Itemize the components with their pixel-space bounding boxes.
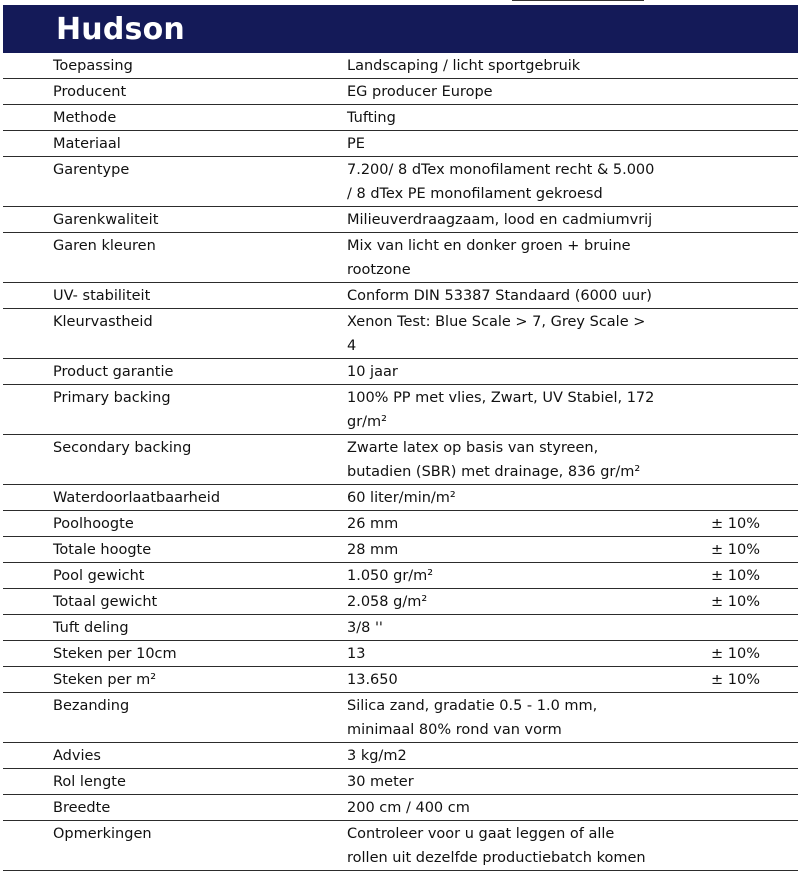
spec-tolerance: ± 10% — [658, 563, 798, 589]
spec-label: Bezanding — [3, 693, 293, 743]
table-row — [3, 105, 798, 131]
spec-tolerance — [658, 131, 798, 157]
table-row — [3, 743, 798, 769]
table-row — [3, 795, 798, 821]
spec-value: 28 mm — [293, 537, 658, 563]
spec-label: Totaal gewicht — [3, 589, 293, 615]
spec-tolerance — [658, 105, 798, 131]
spec-tolerance — [658, 283, 798, 309]
spec-value: PE — [293, 131, 658, 157]
spec-value: Silica zand, gradatie 0.5 - 1.0 mm, minimaal 80% rond van vorm — [293, 693, 658, 743]
spec-value: EG producer Europe — [293, 79, 658, 105]
spec-label: Garentype — [3, 157, 293, 207]
spec-label: Garen kleuren — [3, 233, 293, 283]
spec-tolerance — [658, 385, 798, 435]
spec-value: Conform DIN 53387 Standaard (6000 uur) — [293, 283, 658, 309]
spec-value: 100% PP met vlies, Zwart, UV Stabiel, 172 gr/m² — [293, 385, 658, 435]
spec-label: Kleurvastheid — [3, 309, 293, 359]
spec-tolerance — [658, 309, 798, 359]
spec-value: Zwarte latex op basis van styreen, butadien (SBR) met drainage, 836 gr/m² — [293, 435, 658, 485]
spec-tolerance — [658, 821, 798, 871]
spec-label: Pool gewicht — [3, 563, 293, 589]
spec-tolerance — [658, 207, 798, 233]
spec-tolerance — [658, 157, 798, 207]
table-row — [3, 563, 798, 589]
table-row — [3, 641, 798, 667]
spec-label: Steken per 10cm — [3, 641, 293, 667]
table-row — [3, 435, 798, 485]
spec-tolerance — [658, 615, 798, 641]
spec-value: 60 liter/min/m² — [293, 485, 658, 511]
table-row — [3, 589, 798, 615]
spec-value: Tufting — [293, 105, 658, 131]
table-row — [3, 359, 798, 385]
spec-tolerance — [658, 795, 798, 821]
table-row — [3, 537, 798, 563]
table-row — [3, 485, 798, 511]
spec-tolerance: ± 10% — [658, 589, 798, 615]
spec-label: UV- stabiliteit — [3, 283, 293, 309]
spec-value: 2.058 g/m² — [293, 589, 658, 615]
spec-label: Breedte — [3, 795, 293, 821]
spec-label: Steken per m² — [3, 667, 293, 693]
spec-tolerance — [658, 693, 798, 743]
table-row — [3, 385, 798, 435]
table-row — [3, 821, 798, 871]
spec-label: Advies — [3, 743, 293, 769]
table-row — [3, 693, 798, 743]
spec-value: 26 mm — [293, 511, 658, 537]
spec-tolerance — [658, 53, 798, 79]
spec-value: Xenon Test: Blue Scale > 7, Grey Scale > 4 — [293, 309, 658, 359]
spec-tolerance: ± 10% — [658, 537, 798, 563]
spec-label: Toepassing — [3, 53, 293, 79]
spec-tolerance — [658, 435, 798, 485]
spec-value: 13.650 — [293, 667, 658, 693]
spec-tolerance — [658, 79, 798, 105]
spec-label: Opmerkingen — [3, 821, 293, 871]
spec-value: 1.050 gr/m² — [293, 563, 658, 589]
spec-tolerance: ± 10% — [658, 667, 798, 693]
spec-label: Product garantie — [3, 359, 293, 385]
spec-value: 10 jaar — [293, 359, 658, 385]
spec-value: 200 cm / 400 cm — [293, 795, 658, 821]
spec-tolerance — [658, 485, 798, 511]
spec-value: 7.200/ 8 dTex monofilament recht & 5.000 / 8 dTex PE monofilament gekroesd — [293, 157, 658, 207]
spec-label: Primary backing — [3, 385, 293, 435]
spec-value: 3 kg/m2 — [293, 743, 658, 769]
spec-tolerance — [658, 359, 798, 385]
title-banner — [3, 5, 798, 53]
spec-label: Totale hoogte — [3, 537, 293, 563]
spec-label: Waterdoorlaatbaarheid — [3, 485, 293, 511]
spec-value: Landscaping / licht sportgebruik — [293, 53, 658, 79]
spec-tolerance — [658, 769, 798, 795]
spec-label: Secondary backing — [3, 435, 293, 485]
spec-tolerance — [658, 743, 798, 769]
spec-tolerance: ± 10% — [658, 641, 798, 667]
spec-label: Materiaal — [3, 131, 293, 157]
spec-label: Poolhoogte — [3, 511, 293, 537]
table-row — [3, 53, 798, 79]
table-row — [3, 233, 798, 283]
table-row — [3, 157, 798, 207]
spec-label: Tuft deling — [3, 615, 293, 641]
table-row — [3, 79, 798, 105]
spec-label: Rol lengte — [3, 769, 293, 795]
spec-value: 3/8 '' — [293, 615, 658, 641]
table-row — [3, 615, 798, 641]
table-row — [3, 207, 798, 233]
table-row — [3, 667, 798, 693]
table-row — [3, 511, 798, 537]
spec-value: 30 meter — [293, 769, 658, 795]
product-title: Hudson — [56, 12, 185, 47]
spec-label: Garenkwaliteit — [3, 207, 293, 233]
spec-table — [3, 53, 798, 871]
spec-value: Mix van licht en donker groen + bruine rootzone — [293, 233, 658, 283]
spec-tolerance — [658, 233, 798, 283]
spec-value: Milieuverdraagzaam, lood en cadmiumvrij — [293, 207, 658, 233]
spec-label: Producent — [3, 79, 293, 105]
spec-tolerance: ± 10% — [658, 511, 798, 537]
table-row — [3, 769, 798, 795]
spec-label: Methode — [3, 105, 293, 131]
spec-value: 13 — [293, 641, 658, 667]
table-row — [3, 309, 798, 359]
table-row — [3, 283, 798, 309]
spec-value: Controleer voor u gaat leggen of alle rollen uit dezelfde productiebatch komen — [293, 821, 658, 871]
top-rule — [512, 0, 644, 1]
table-row — [3, 131, 798, 157]
